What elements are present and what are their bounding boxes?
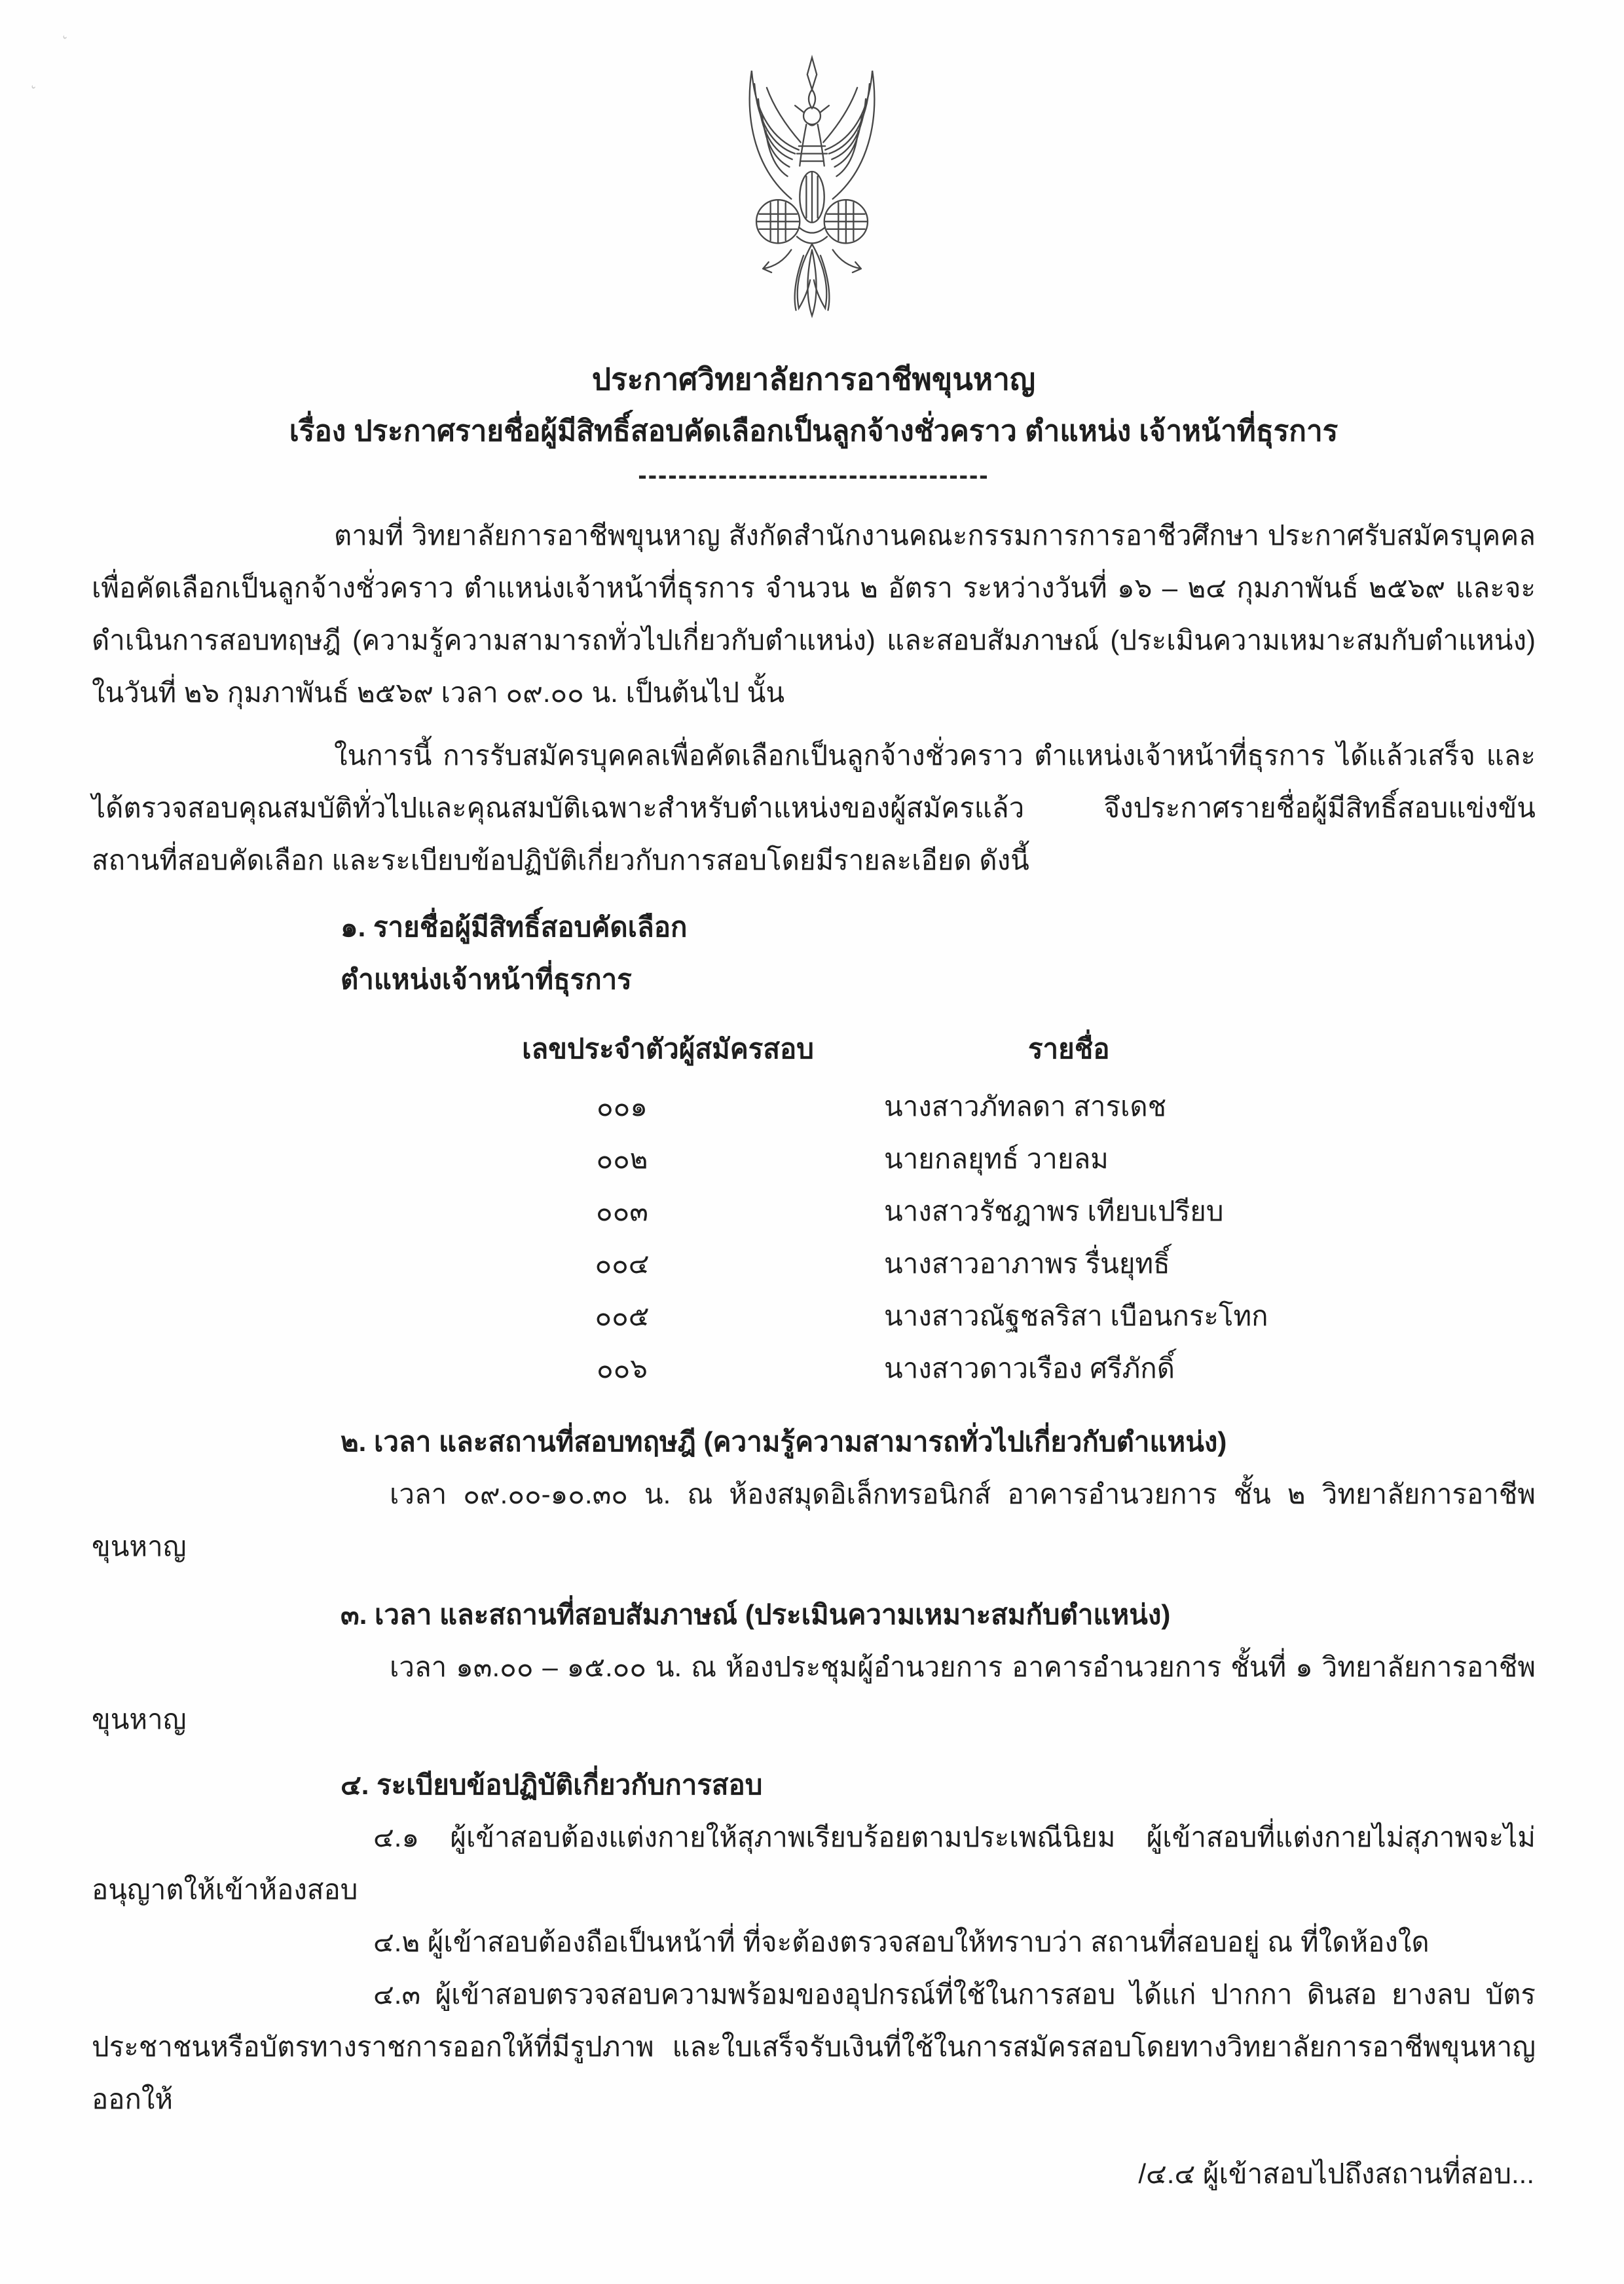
rule-item: ๔.๑ ผู้เข้าสอบต้องแต่งกายให้สุภาพเรียบร้อยตามประเพณีนิยม ผู้เข้าสอบที่แต่งกายไม่สุภาพจะไม่อนุญาตให้เข้าห้องสอบ [92, 1822, 1536, 1905]
rule-item: ๔.๒ ผู้เข้าสอบต้องถือเป็นหน้าที่ ที่จะต้องตรวจสอบให้ทราบว่า สถานที่สอบอยู่ ณ ที่ใดห้องใด [373, 1926, 1430, 1957]
section-4-items [92, 1811, 1536, 2126]
scan-artifact: ˛ [20, 71, 37, 90]
candidates-table-header [92, 1023, 1536, 1075]
applicant-name: นางสาวรัชฎาพร เทียบเปรียบ [884, 1196, 1224, 1226]
applicant-name: นางสาวภัทลดา สารเดช [884, 1091, 1167, 1122]
section-4-heading: ๔. ระเบียบข้อปฏิบัติเกี่ยวกับการสอบ [341, 1769, 763, 1800]
applicant-number: ๐๐๑ [597, 1091, 648, 1122]
divider-dashes: ----------------------------------- [638, 461, 989, 490]
applicant-number: ๐๐๓ [596, 1196, 648, 1226]
paragraph-1: ตามที่ วิทยาลัยการอาชีพขุนหาญ สังกัดสำนักงานคณะกรรมการการอาชีวศึกษา ประกาศรับสมัครบุคคลเพื่อคัดเลือกเป็นลูกจ้างชั่วคราว ตำแหน่งเจ้าหน้าที่ธุรการ จำนวน ๒ อัตรา ระหว่างวันที่ ๑๖ – ๒๔ กุมภาพันธ์ ๒๕๖๙ และจะดำเนินการสอบทฤษฎี (ความรู้ความสามารถทั่วไปเกี่ยวกับตำแหน่ง) และสอบสัมภาษณ์ (ประเมินความเหมาะสมกับตำแหน่ง) ในวันที่ ๒๖ กุมภาพันธ์ ๒๕๖๙ เวลา ๐๙.๐๐ น. เป็นต้นไป นั้น [92, 520, 1536, 708]
table-row [92, 1342, 1536, 1395]
garuda-emblem-icon [704, 54, 920, 337]
document-body [0, 354, 1624, 2200]
section-2-heading: ๒. เวลา และสถานที่สอบทฤษฎี (ความรู้ความสามารถทั่วไปเกี่ยวกับตำแหน่ง) [341, 1426, 1227, 1457]
table-row [92, 1238, 1536, 1290]
section-1-heading: ๑. รายชื่อผู้มีสิทธิ์สอบคัดเลือก [341, 912, 688, 942]
paragraph-2: ในการนี้ การรับสมัครบุคคลเพื่อคัดเลือกเป็นลูกจ้างชั่วคราว ตำแหน่งเจ้าหน้าที่ธุรการ ได้แล้วเสร็จ และได้ตรวจสอบคุณสมบัติทั่วไปและคุณสมบัติเฉพาะสำหรับตำแหน่งของผู้สมัครแล้ว จึงประกาศรายชื่อผู้มีสิทธิ์สอบแข่งขัน สถานที่สอบคัดเลือก และระเบียบข้อปฏิบัติเกี่ยวกับการสอบโดยมีรายละเอียด ดังนี้ [92, 740, 1536, 875]
applicant-number: ๐๐๔ [595, 1248, 650, 1279]
section-1-subheading: ตำแหน่งเจ้าหน้าที่ธุรการ [341, 964, 632, 995]
subject-line: เรื่อง ประกาศรายชื่อผู้มีสิทธิ์สอบคัดเลือกเป็นลูกจ้างชั่วคราว ตำแหน่ง เจ้าหน้าที่ธุรการ [289, 415, 1338, 447]
applicant-name: นางสาวณัฐชลริสา เบือนกระโทก [884, 1300, 1268, 1331]
section-2-body: เวลา ๐๙.๐๐-๑๐.๓๐ น. ณ ห้องสมุดอิเล็กทรอนิกส์ อาคารอำนวยการ ชั้น ๒ วิทยาลัยการอาชีพขุนหาญ [92, 1479, 1536, 1562]
garuda-emblem [701, 54, 923, 337]
applicant-name: นางสาวอาภาพร รื่นยุทธิ์ [884, 1248, 1170, 1279]
section-3-heading: ๓. เวลา และสถานที่สอบสัมภาษณ์ (ประเมินความเหมาะสมกับตำแหน่ง) [341, 1599, 1171, 1630]
page-title: ประกาศวิทยาลัยการอาชีพขุนหาญ [591, 362, 1036, 396]
scan-artifact: ˛ [52, 21, 69, 41]
table-row [92, 1185, 1536, 1238]
table-row [92, 1290, 1536, 1342]
table-row [92, 1133, 1536, 1185]
section-3-body: เวลา ๑๓.๐๐ – ๑๕.๐๐ น. ณ ห้องประชุมผู้อำนวยการ อาคารอำนวยการ ชั้นที่ ๑ วิทยาลัยการอาชีพขุนหาญ [92, 1651, 1536, 1735]
applicant-number: ๐๐๕ [595, 1300, 650, 1331]
applicant-name: นางสาวดาวเรือง ศรีภักดิ์ [884, 1353, 1175, 1384]
applicant-number: ๐๐๒ [596, 1143, 648, 1174]
page-continuation-note: /๔.๔ ผู้เข้าสอบไปถึงสถานที่สอบ... [1138, 2158, 1534, 2189]
column-header-name: รายชื่อ [1028, 1033, 1110, 1064]
column-header-applicant-number: เลขประจำตัวผู้สมัครสอบ [522, 1033, 814, 1064]
table-row [92, 1080, 1536, 1133]
applicant-number: ๐๐๖ [597, 1353, 648, 1384]
rule-item: ๔.๓ ผู้เข้าสอบตรวจสอบความพร้อมของอุปกรณ์ที่ใช้ในการสอบ ได้แก่ ปากกา ดินสอ ยางลบ บัตรประชาชนหรือบัตรทางราชการออกให้ที่มีรูปภาพ และใบเสร็จรับเงินที่ใช้ในการสมัครสอบโดยทางวิทยาลัยการอาชีพขุนหาญออกให้ [92, 1979, 1536, 2114]
candidates-table [92, 1080, 1536, 1395]
applicant-name: นายกลยุทธ์ วายลม [884, 1143, 1109, 1174]
